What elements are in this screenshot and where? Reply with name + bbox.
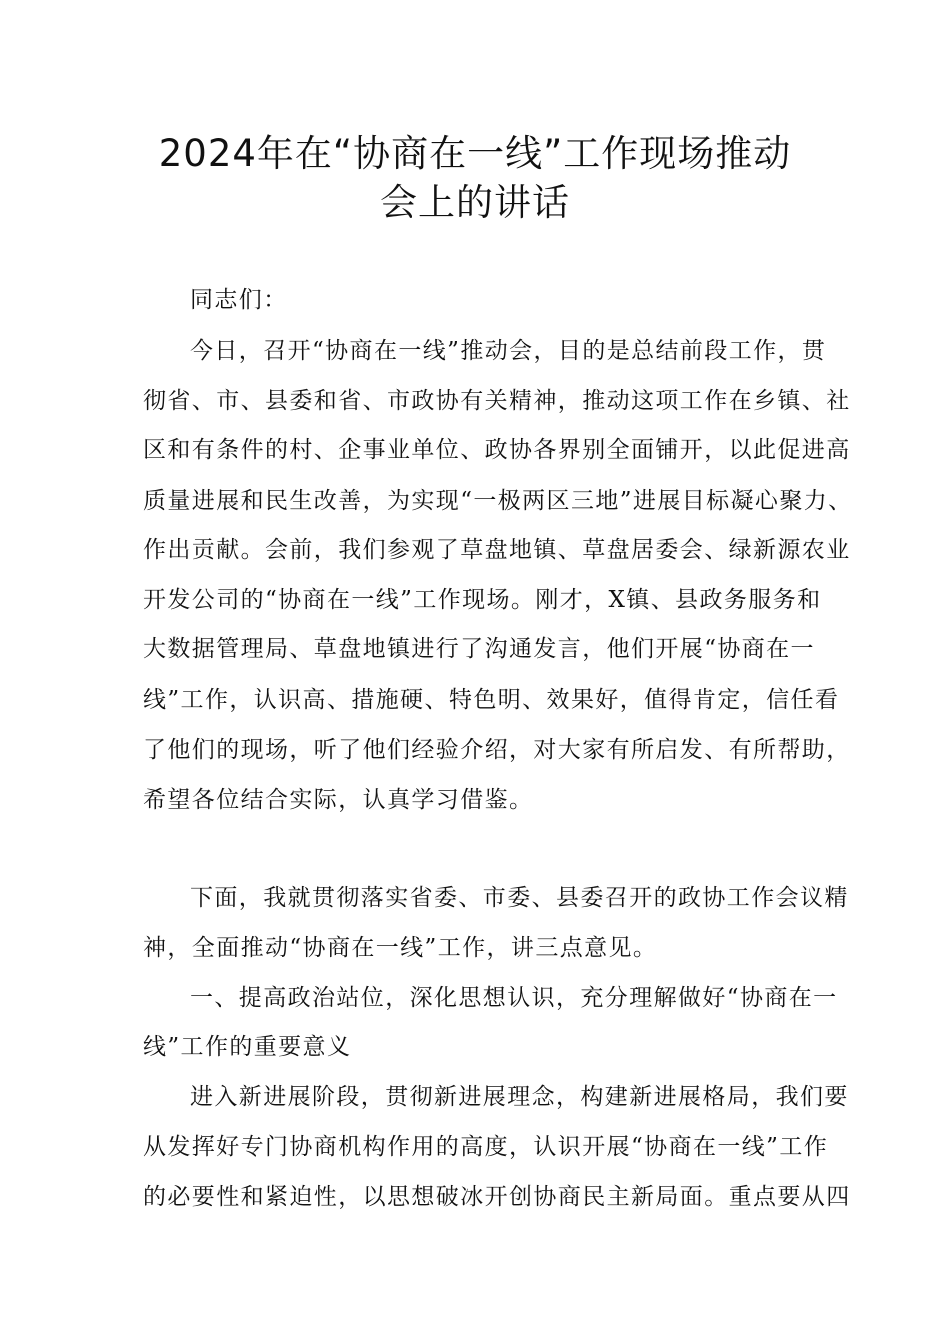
body-line: 质量进展和民生改善，为实现“一极两区三地”进展目标凝心聚力、 <box>143 488 853 514</box>
body-line: 区和有条件的村、企事业单位、政协各界别全面铺开，以此促进高 <box>143 437 851 463</box>
body-line: 下面，我就贯彻落实省委、市委、县委召开的政协工作会议精 <box>190 885 849 911</box>
body-line: 进入新进展阶段，贯彻新进展理念，构建新进展格局，我们要 <box>190 1084 849 1110</box>
body-line: 大数据管理局、草盘地镇进行了沟通发言，他们开展“协商在一 <box>143 636 815 662</box>
section-heading: 线”工作的重要意义 <box>143 1034 352 1060</box>
body-line: 开发公司的“协商在一线”工作现场。刚才，X镇、县政务服务和 <box>143 587 822 613</box>
body-line: 了他们的现场，听了他们经验介绍，对大家有所启发、有所帮助， <box>143 737 851 763</box>
document-title-line-2: 会上的讲话 <box>380 181 570 224</box>
body-line: 今日，召开“协商在一线”推动会，目的是总结前段工作，贯 <box>190 338 827 364</box>
body-line: 的必要性和紧迫性，以思想破冰开创协商民主新局面。重点要从四 <box>143 1184 851 1210</box>
body-line: 希望各位结合实际，认真学习借鉴。 <box>143 787 534 813</box>
section-heading: 一、提高政治站位，深化思想认识，充分理解做好“协商在一 <box>190 985 838 1011</box>
body-line: 彻省、市、县委和省、市政协有关精神，推动这项工作在乡镇、社 <box>143 388 851 414</box>
document-title-line-1: 2024年在“协商在一线”工作现场推动 <box>158 132 792 175</box>
body-line: 神，全面推动“协商在一线”工作，讲三点意见。 <box>143 935 658 961</box>
body-line: 从发挥好专门协商机构作用的高度，认识开展“协商在一线”工作 <box>143 1134 829 1160</box>
body-line: 作出贡献。会前，我们参观了草盘地镇、草盘居委会、绿新源农业 <box>143 537 851 563</box>
body-line: 线”工作，认识高、措施硬、特色明、效果好，值得肯定，信任看 <box>143 687 840 713</box>
salutation: 同志们： <box>190 287 288 313</box>
